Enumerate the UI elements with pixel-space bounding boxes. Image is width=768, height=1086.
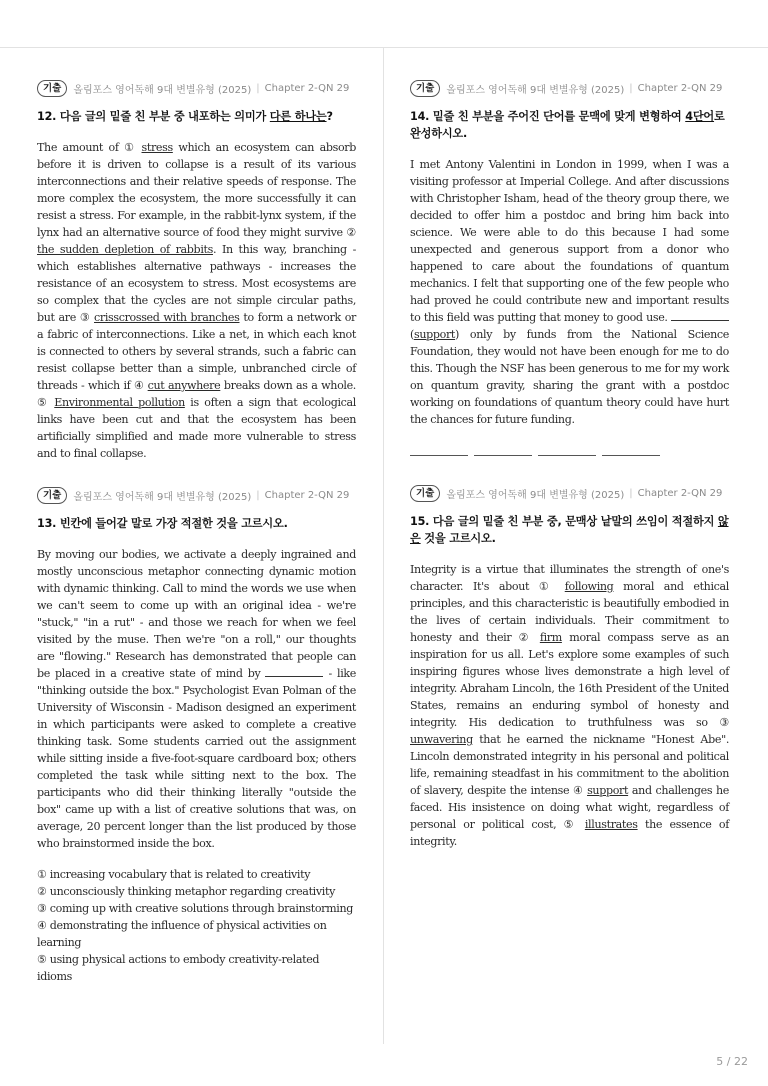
underlined-1: following: [564, 580, 614, 593]
word-blank-4: [602, 455, 660, 456]
passage-text: The amount of ①: [37, 141, 142, 154]
source-label: 올림포스 영어독해 9대 변별유형 (2025): [446, 84, 625, 96]
passage-text: moral compass serve as an inspiration for us all. Let's explore some examples of such inspiring figures whose lives demonstrate a high level of integrity. Abraham Lincoln, the 16th President of the United States, remains an enduring symbol of honesty and integrity. His dedication to truthfulness was so ③: [410, 631, 730, 729]
option-1: ① increasing vocabulary that is related to creativity: [37, 868, 311, 881]
option-2: ② unconsciously thinking metaphor regarding creativity: [37, 885, 336, 898]
passage-text: to form a network or a fabric of interconnections. Like a net, in which each knot is connected to others by several strands, such a fabric can resist collapse better than a simple, unbranched circle of threads - which if ④: [37, 311, 356, 392]
column-divider: [383, 48, 384, 1044]
source-badge: 기출: [410, 80, 440, 97]
option-3: ③ coming up with creative solutions through brainstorming: [37, 902, 354, 915]
question-title: [410, 108, 729, 142]
passage: [37, 139, 356, 462]
passage-text: ) only by funds from the National Science Foundation, they would not have been enough for me to do this. Though the NSF has been generous to me for my work on quantum gravity, sharing the grant with a postdoc working on foundations of quantum theory could have hurt the chances for future funding.: [410, 328, 729, 426]
underlined-4: cut anywhere: [147, 379, 221, 392]
title-text-end: 로 완성하시오.: [410, 110, 725, 140]
chapter-label: Chapter 2-QN 29: [637, 82, 723, 94]
title-text: 15. 다음 글의 밑줄 친 부분 중, 문맥상 낱말의 쓰임이 적절하지: [410, 515, 718, 528]
source-label: 올림포스 영어독해 9대 변별유형 (2025): [446, 489, 625, 501]
word-blank-3: [538, 455, 596, 456]
question-15: [410, 484, 729, 850]
answer-blank: [671, 309, 729, 321]
title-text: 14. 밑줄 친 부분을 주어진 단어를 문맥에 맞게 변형하여: [410, 110, 686, 123]
question-title: [410, 513, 729, 547]
question-meta: [37, 486, 356, 504]
passage-text: (: [410, 328, 414, 341]
title-text: 12. 다음 글의 밑줄 친 부분 중 내포하는 의미가: [37, 110, 270, 123]
passage-text: the essence of integrity.: [410, 818, 729, 848]
underlined-5: Environmental pollution: [54, 396, 185, 409]
question-14: [410, 79, 729, 428]
meta-separator: |: [629, 82, 633, 94]
passage-text: is often a sign that ecological links have been cut and that the ecosystem has been artificially simplified and made more vulnerable to stress and to final collapse.: [37, 396, 356, 460]
passage-text: Integrity is a virtue that illuminates the strength of one's character. It's about ①: [410, 563, 729, 593]
chapter-label: Chapter 2-QN 29: [637, 487, 723, 499]
question-meta: [410, 79, 729, 97]
word-blank-2: [474, 455, 532, 456]
option-5: ⑤ using physical actions to embody creativity-related idioms: [37, 953, 320, 983]
meta-separator: |: [256, 82, 260, 94]
passage-text: that he earned the nickname "Honest Abe". Lincoln demonstrated integrity in his personal and political life, remaining steadfast in his commitment to the abolition of slavery, despite the intense ④: [410, 733, 729, 797]
word-blank-1: [410, 455, 468, 456]
underlined-1: stress: [141, 141, 173, 154]
passage-text: and challenges he faced. His insistence on doing what wight, regardless of personal or political cost, ⑤: [410, 784, 729, 831]
passage-text: - like "thinking outside the box." Psychologist Evan Polman of the University of Wisconsin - Madison designed an experiment in which participants were asked to complete a creative thinking task. Some students carried out the assignment while sitting inside a five-foot-square cardboard box; others completed the task while sitting next to the box. The participants who did their thinking literally "outside the box" came up with a list of creative solutions that was, on average, 20 percent longer than the list produced by those who brainstormed inside the box.: [37, 667, 356, 850]
passage-text: By moving our bodies, we activate a deeply ingrained and mostly unconscious metaphor connecting dynamic motion with dynamic thinking. Call to mind the words we use when we can't seem to come up with an original idea - we're "stuck," "in a rut" - and those we reach for when we feel visited by the muse. Then we're "on a roll," our thoughts are "flowing." Research has demonstrated that people can be placed in a creative state of mind by: [37, 548, 356, 680]
question-meta: [410, 484, 729, 502]
passage-text: moral and ethical principles, and this characteristic is beautifully embodied in the lives of certain individuals. Their commitment to honesty and their ②: [410, 580, 729, 644]
passage: [410, 561, 729, 850]
given-word: support: [413, 328, 456, 341]
question-title: [37, 108, 356, 125]
underlined-4: support: [587, 784, 629, 797]
source-label: 올림포스 영어독해 9대 변별유형 (2025): [73, 491, 252, 503]
source-badge: 기출: [37, 487, 67, 504]
passage-text: which an ecosystem can absorb before it is driven to collapse is a result of its various interconnections and their relative speeds of response. The more complex the ecosystem, the more successfully it can resist a stress. For example, in the rabbit-lynx system, if the lynx had an alternative source of food they might survive ②: [37, 141, 356, 239]
title-underlined: 다른 하나는: [269, 110, 327, 123]
chapter-label: Chapter 2-QN 29: [264, 489, 350, 501]
chapter-label: Chapter 2-QN 29: [264, 82, 350, 94]
meta-separator: |: [256, 489, 260, 501]
underlined-2: firm: [539, 631, 562, 644]
source-badge: 기출: [37, 80, 67, 97]
question-title: 13. 빈칸에 들어갈 말로 가장 적절한 것을 고르시오.: [37, 517, 288, 530]
passage: [410, 156, 729, 428]
title-underlined: 않은: [410, 515, 729, 545]
underlined-3: unwavering: [410, 733, 473, 746]
underlined-3: crisscrossed with branches: [94, 311, 240, 324]
question-12: [37, 79, 356, 462]
passage-text: I met Antony Valentini in London in 1999, when I was a visiting professor at Imperial College. And after discussions with Christopher Isham, head of the theory group there, we decided to offer him a postdoc and bring him back into science. We were able to do this because I had some unexpected and generous support from a donor who happened to care about the foundations of quantum mechanics. I felt that supporting one of the few people who had proved he could contribute new and important results to this field was putting that money to good use.: [410, 158, 729, 324]
title-text-end: 것을 고르시오.: [420, 532, 496, 545]
question-13: [37, 486, 356, 985]
question-meta: [37, 79, 356, 97]
header-divider: [0, 47, 768, 48]
title-underlined: 4단어: [685, 110, 715, 123]
options-list: [37, 866, 356, 985]
meta-separator: |: [629, 487, 633, 499]
page-number: 5 / 22: [716, 1055, 748, 1068]
answer-word-blanks: [410, 455, 660, 456]
title-text-end: ?: [326, 110, 333, 123]
passage-text: breaks down as a whole. ⑤: [37, 379, 356, 409]
source-label: 올림포스 영어독해 9대 변별유형 (2025): [73, 84, 252, 96]
underlined-2: the sudden depletion of rabbits: [37, 243, 213, 256]
option-4: ④ demonstrating the influence of physical activities on learning: [37, 919, 327, 949]
underlined-5: illustrates: [584, 818, 638, 831]
passage-text: . In this way, branching - which establishes alternative pathways - increases the resistance of an ecosystem to stress. Most ecosystems are so complex that the cycles are not simple circular paths, but are ③: [37, 243, 356, 324]
source-badge: 기출: [410, 485, 440, 502]
passage: [37, 546, 356, 852]
answer-blank: [265, 665, 323, 677]
